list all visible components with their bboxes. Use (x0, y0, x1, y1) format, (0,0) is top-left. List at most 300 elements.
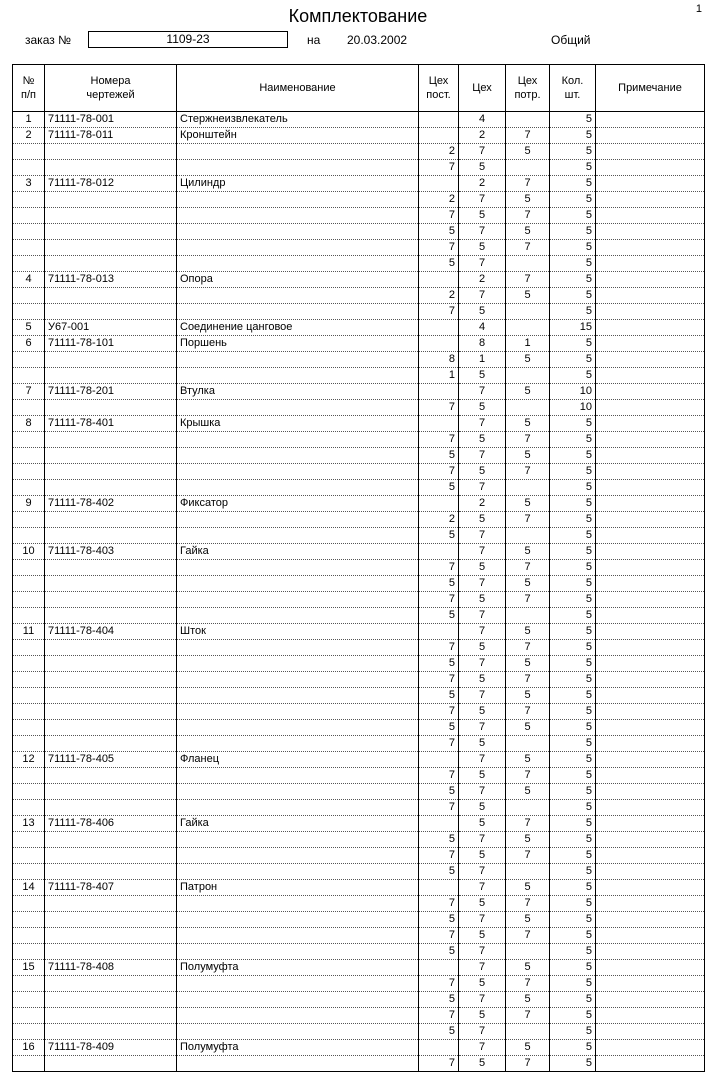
drawing-number-cell: 71111-78-408 (45, 960, 177, 976)
shop-cell: 5 (459, 816, 506, 832)
drawing-number-cell: 71111-78-012 (45, 176, 177, 192)
supplier-shop-cell: 7 (419, 928, 459, 944)
quantity-cell: 5 (550, 576, 596, 592)
notes-cell (596, 304, 705, 320)
row-number-cell (13, 832, 45, 848)
item-name-cell (177, 656, 419, 672)
shop-cell: 5 (459, 736, 506, 752)
drawing-number-cell (45, 240, 177, 256)
notes-cell (596, 736, 705, 752)
row-number-cell (13, 192, 45, 208)
shop-cell: 8 (459, 336, 506, 352)
table-row (13, 192, 705, 208)
col-name-header: Наименование (177, 65, 419, 112)
consumer-shop-cell (506, 608, 550, 624)
shop-cell: 7 (459, 144, 506, 160)
notes-cell (596, 672, 705, 688)
consumer-shop-cell: 7 (506, 432, 550, 448)
shop-cell: 5 (459, 928, 506, 944)
quantity-cell: 5 (550, 640, 596, 656)
shop-cell: 7 (459, 752, 506, 768)
row-number-cell (13, 944, 45, 960)
consumer-shop-cell: 5 (506, 576, 550, 592)
row-number-cell (13, 640, 45, 656)
supplier-shop-cell: 5 (419, 224, 459, 240)
consumer-shop-cell: 5 (506, 352, 550, 368)
shop-cell: 7 (459, 480, 506, 496)
supplier-shop-cell (419, 416, 459, 432)
shop-cell: 7 (459, 960, 506, 976)
notes-cell (596, 592, 705, 608)
date-label: на (307, 33, 321, 47)
drawing-number-cell (45, 640, 177, 656)
table-row (13, 288, 705, 304)
item-name-cell (177, 352, 419, 368)
item-name-cell: Стержнеизвлекатель (177, 112, 419, 128)
notes-cell (596, 400, 705, 416)
shop-cell: 7 (459, 544, 506, 560)
consumer-shop-cell: 7 (506, 128, 550, 144)
drawing-number-cell: 71111-78-404 (45, 624, 177, 640)
consumer-shop-cell (506, 304, 550, 320)
consumer-shop-cell: 5 (506, 992, 550, 1008)
table-row (13, 384, 705, 400)
row-number-cell (13, 800, 45, 816)
drawing-number-cell (45, 304, 177, 320)
col-supplier-shop-header: Цех пост. (419, 65, 459, 112)
drawing-number-cell: 71111-78-401 (45, 416, 177, 432)
quantity-cell: 5 (550, 288, 596, 304)
notes-cell (596, 704, 705, 720)
notes-cell (596, 432, 705, 448)
drawing-number-cell (45, 1008, 177, 1024)
notes-cell (596, 464, 705, 480)
consumer-shop-cell (506, 528, 550, 544)
supplier-shop-cell (419, 128, 459, 144)
table-row (13, 432, 705, 448)
supplier-shop-cell: 2 (419, 288, 459, 304)
row-number-cell (13, 688, 45, 704)
shop-cell: 7 (459, 576, 506, 592)
consumer-shop-cell: 5 (506, 784, 550, 800)
item-name-cell: Патрон (177, 880, 419, 896)
consumer-shop-cell: 7 (506, 1008, 550, 1024)
row-number-cell (13, 448, 45, 464)
supplier-shop-cell (419, 816, 459, 832)
consumer-shop-cell: 1 (506, 336, 550, 352)
order-type: Общий (551, 33, 591, 47)
table-row (13, 160, 705, 176)
consumer-shop-cell (506, 160, 550, 176)
drawing-number-cell: 71111-78-405 (45, 752, 177, 768)
consumer-shop-cell (506, 256, 550, 272)
notes-cell (596, 656, 705, 672)
item-name-cell (177, 368, 419, 384)
shop-cell: 5 (459, 704, 506, 720)
supplier-shop-cell: 7 (419, 208, 459, 224)
consumer-shop-cell: 5 (506, 912, 550, 928)
supplier-shop-cell: 7 (419, 736, 459, 752)
item-name-cell: Крышка (177, 416, 419, 432)
drawing-number-cell (45, 928, 177, 944)
quantity-cell: 5 (550, 1008, 596, 1024)
item-name-cell: Соединение цанговое (177, 320, 419, 336)
table-row (13, 448, 705, 464)
drawing-number-cell (45, 192, 177, 208)
quantity-cell: 5 (550, 704, 596, 720)
notes-cell (596, 576, 705, 592)
table-row (13, 496, 705, 512)
quantity-cell: 5 (550, 160, 596, 176)
row-number-cell: 5 (13, 320, 45, 336)
item-name-cell (177, 768, 419, 784)
table-row (13, 832, 705, 848)
item-name-cell (177, 144, 419, 160)
table-row (13, 256, 705, 272)
consumer-shop-cell (506, 736, 550, 752)
quantity-cell: 5 (550, 736, 596, 752)
item-name-cell: Фиксатор (177, 496, 419, 512)
quantity-cell: 5 (550, 688, 596, 704)
item-name-cell (177, 1024, 419, 1040)
notes-cell (596, 480, 705, 496)
notes-cell (596, 560, 705, 576)
drawing-number-cell (45, 512, 177, 528)
supplier-shop-cell: 7 (419, 976, 459, 992)
item-name-cell (177, 448, 419, 464)
notes-cell (596, 144, 705, 160)
table-row (13, 736, 705, 752)
quantity-cell: 5 (550, 304, 596, 320)
supplier-shop-cell: 5 (419, 720, 459, 736)
table-row (13, 704, 705, 720)
drawing-number-cell (45, 992, 177, 1008)
shop-cell: 1 (459, 352, 506, 368)
consumer-shop-cell: 5 (506, 288, 550, 304)
table-row (13, 512, 705, 528)
consumer-shop-cell: 7 (506, 464, 550, 480)
table-row (13, 928, 705, 944)
item-name-cell: Фланец (177, 752, 419, 768)
shop-cell: 5 (459, 640, 506, 656)
table-row (13, 112, 705, 128)
supplier-shop-cell: 5 (419, 832, 459, 848)
supplier-shop-cell: 5 (419, 688, 459, 704)
quantity-cell: 5 (550, 912, 596, 928)
notes-cell (596, 192, 705, 208)
drawing-number-cell: 71111-78-407 (45, 880, 177, 896)
shop-cell: 5 (459, 800, 506, 816)
col-consumer-shop-header: Цех потр. (506, 65, 550, 112)
consumer-shop-cell (506, 400, 550, 416)
drawing-number-cell: 71111-78-001 (45, 112, 177, 128)
row-number-cell (13, 528, 45, 544)
supplier-shop-cell (419, 496, 459, 512)
drawing-number-cell (45, 912, 177, 928)
drawing-number-cell (45, 432, 177, 448)
quantity-cell: 5 (550, 784, 596, 800)
notes-cell (596, 416, 705, 432)
quantity-cell: 5 (550, 608, 596, 624)
drawing-number-cell (45, 208, 177, 224)
notes-cell (596, 976, 705, 992)
row-number-cell: 13 (13, 816, 45, 832)
shop-cell: 5 (459, 512, 506, 528)
table-row (13, 1008, 705, 1024)
consumer-shop-cell: 7 (506, 816, 550, 832)
table-row (13, 624, 705, 640)
shop-cell: 7 (459, 656, 506, 672)
item-name-cell (177, 800, 419, 816)
order-label: заказ № (25, 33, 71, 47)
drawing-number-cell (45, 576, 177, 592)
quantity-cell: 5 (550, 480, 596, 496)
row-number-cell (13, 736, 45, 752)
item-name-cell (177, 720, 419, 736)
item-name-cell (177, 208, 419, 224)
row-number-cell: 11 (13, 624, 45, 640)
table-row (13, 1040, 705, 1056)
drawing-number-cell (45, 352, 177, 368)
item-name-cell: Гайка (177, 816, 419, 832)
col-drawing-numbers-header: Номера чертежей (45, 65, 177, 112)
supplier-shop-cell: 5 (419, 784, 459, 800)
row-number-cell: 3 (13, 176, 45, 192)
row-number-cell (13, 560, 45, 576)
item-name-cell (177, 240, 419, 256)
item-name-cell (177, 400, 419, 416)
notes-cell (596, 688, 705, 704)
quantity-cell: 5 (550, 992, 596, 1008)
consumer-shop-cell: 5 (506, 448, 550, 464)
drawing-number-cell (45, 528, 177, 544)
quantity-cell: 15 (550, 320, 596, 336)
row-number-cell (13, 672, 45, 688)
table-header-row (13, 65, 705, 112)
drawing-number-cell: 71111-78-409 (45, 1040, 177, 1056)
item-name-cell (177, 688, 419, 704)
row-number-cell (13, 480, 45, 496)
table-row (13, 1056, 705, 1072)
notes-cell (596, 160, 705, 176)
quantity-cell: 5 (550, 272, 596, 288)
notes-cell (596, 128, 705, 144)
completion-table (12, 64, 705, 1072)
shop-cell: 5 (459, 304, 506, 320)
shop-cell: 2 (459, 128, 506, 144)
supplier-shop-cell: 5 (419, 864, 459, 880)
notes-cell (596, 256, 705, 272)
item-name-cell (177, 832, 419, 848)
quantity-cell: 5 (550, 896, 596, 912)
item-name-cell (177, 672, 419, 688)
shop-cell: 7 (459, 288, 506, 304)
drawing-number-cell (45, 480, 177, 496)
supplier-shop-cell: 2 (419, 144, 459, 160)
page-number: 1 (695, 3, 702, 15)
consumer-shop-cell: 7 (506, 272, 550, 288)
quantity-cell: 5 (550, 592, 596, 608)
col-quantity-header: Кол. шт. (550, 65, 596, 112)
quantity-cell: 5 (550, 336, 596, 352)
supplier-shop-cell: 7 (419, 1008, 459, 1024)
supplier-shop-cell: 7 (419, 560, 459, 576)
notes-cell (596, 928, 705, 944)
item-name-cell: Кронштейн (177, 128, 419, 144)
row-number-cell (13, 432, 45, 448)
consumer-shop-cell: 7 (506, 704, 550, 720)
item-name-cell: Поршень (177, 336, 419, 352)
supplier-shop-cell: 5 (419, 528, 459, 544)
consumer-shop-cell: 5 (506, 960, 550, 976)
shop-cell: 7 (459, 944, 506, 960)
table-row (13, 368, 705, 384)
consumer-shop-cell (506, 944, 550, 960)
consumer-shop-cell: 5 (506, 752, 550, 768)
row-number-cell (13, 656, 45, 672)
item-name-cell (177, 608, 419, 624)
supplier-shop-cell: 5 (419, 992, 459, 1008)
table-row (13, 768, 705, 784)
notes-cell (596, 864, 705, 880)
consumer-shop-cell: 7 (506, 928, 550, 944)
row-number-cell: 10 (13, 544, 45, 560)
drawing-number-cell (45, 144, 177, 160)
shop-cell: 7 (459, 528, 506, 544)
supplier-shop-cell (419, 272, 459, 288)
consumer-shop-cell: 5 (506, 624, 550, 640)
consumer-shop-cell: 7 (506, 848, 550, 864)
shop-cell: 2 (459, 496, 506, 512)
quantity-cell: 10 (550, 400, 596, 416)
item-name-cell (177, 864, 419, 880)
supplier-shop-cell: 7 (419, 432, 459, 448)
consumer-shop-cell: 7 (506, 512, 550, 528)
table-row (13, 960, 705, 976)
supplier-shop-cell: 5 (419, 1024, 459, 1040)
shop-cell: 7 (459, 416, 506, 432)
quantity-cell: 5 (550, 1040, 596, 1056)
shop-cell: 7 (459, 688, 506, 704)
shop-cell: 7 (459, 720, 506, 736)
row-number-cell (13, 304, 45, 320)
item-name-cell (177, 528, 419, 544)
consumer-shop-cell: 5 (506, 416, 550, 432)
quantity-cell: 5 (550, 960, 596, 976)
drawing-number-cell (45, 656, 177, 672)
row-number-cell (13, 896, 45, 912)
row-number-cell (13, 864, 45, 880)
table-row (13, 592, 705, 608)
supplier-shop-cell: 5 (419, 480, 459, 496)
row-number-cell (13, 592, 45, 608)
consumer-shop-cell (506, 800, 550, 816)
notes-cell (596, 544, 705, 560)
supplier-shop-cell: 7 (419, 400, 459, 416)
row-number-cell (13, 208, 45, 224)
supplier-shop-cell (419, 752, 459, 768)
table-row (13, 480, 705, 496)
drawing-number-cell (45, 944, 177, 960)
row-number-cell (13, 608, 45, 624)
row-number-cell: 16 (13, 1040, 45, 1056)
item-name-cell (177, 896, 419, 912)
row-number-cell (13, 1008, 45, 1024)
quantity-cell: 10 (550, 384, 596, 400)
shop-cell: 5 (459, 160, 506, 176)
supplier-shop-cell: 7 (419, 304, 459, 320)
quantity-cell: 5 (550, 144, 596, 160)
table-row (13, 880, 705, 896)
consumer-shop-cell: 5 (506, 224, 550, 240)
table-row (13, 784, 705, 800)
supplier-shop-cell (419, 1040, 459, 1056)
drawing-number-cell: 71111-78-406 (45, 816, 177, 832)
supplier-shop-cell: 8 (419, 352, 459, 368)
row-number-cell (13, 576, 45, 592)
consumer-shop-cell: 5 (506, 144, 550, 160)
notes-cell (596, 784, 705, 800)
supplier-shop-cell: 7 (419, 464, 459, 480)
shop-cell: 2 (459, 272, 506, 288)
drawing-number-cell: У67-001 (45, 320, 177, 336)
quantity-cell: 5 (550, 672, 596, 688)
table-row (13, 272, 705, 288)
supplier-shop-cell: 7 (419, 592, 459, 608)
drawing-number-cell (45, 224, 177, 240)
quantity-cell: 5 (550, 544, 596, 560)
table-row (13, 144, 705, 160)
row-number-cell (13, 704, 45, 720)
notes-cell (596, 624, 705, 640)
consumer-shop-cell: 7 (506, 896, 550, 912)
drawing-number-cell (45, 848, 177, 864)
supplier-shop-cell: 7 (419, 240, 459, 256)
shop-cell: 7 (459, 880, 506, 896)
table-row (13, 992, 705, 1008)
shop-cell: 5 (459, 1056, 506, 1072)
drawing-number-cell: 71111-78-101 (45, 336, 177, 352)
notes-cell (596, 768, 705, 784)
quantity-cell: 5 (550, 624, 596, 640)
table-body (13, 112, 705, 1072)
shop-cell: 7 (459, 624, 506, 640)
supplier-shop-cell (419, 960, 459, 976)
consumer-shop-cell (506, 1024, 550, 1040)
consumer-shop-cell: 5 (506, 656, 550, 672)
row-number-cell: 7 (13, 384, 45, 400)
notes-cell (596, 1056, 705, 1072)
row-number-cell (13, 928, 45, 944)
row-number-cell (13, 368, 45, 384)
item-name-cell (177, 576, 419, 592)
quantity-cell: 5 (550, 1056, 596, 1072)
notes-cell (596, 496, 705, 512)
table-row (13, 528, 705, 544)
shop-cell: 7 (459, 784, 506, 800)
shop-cell: 5 (459, 768, 506, 784)
quantity-cell: 5 (550, 112, 596, 128)
quantity-cell: 5 (550, 768, 596, 784)
drawing-number-cell (45, 672, 177, 688)
shop-cell: 7 (459, 448, 506, 464)
row-number-cell (13, 464, 45, 480)
table-row (13, 544, 705, 560)
notes-cell (596, 272, 705, 288)
shop-cell: 7 (459, 992, 506, 1008)
drawing-number-cell: 71111-78-201 (45, 384, 177, 400)
consumer-shop-cell: 7 (506, 640, 550, 656)
